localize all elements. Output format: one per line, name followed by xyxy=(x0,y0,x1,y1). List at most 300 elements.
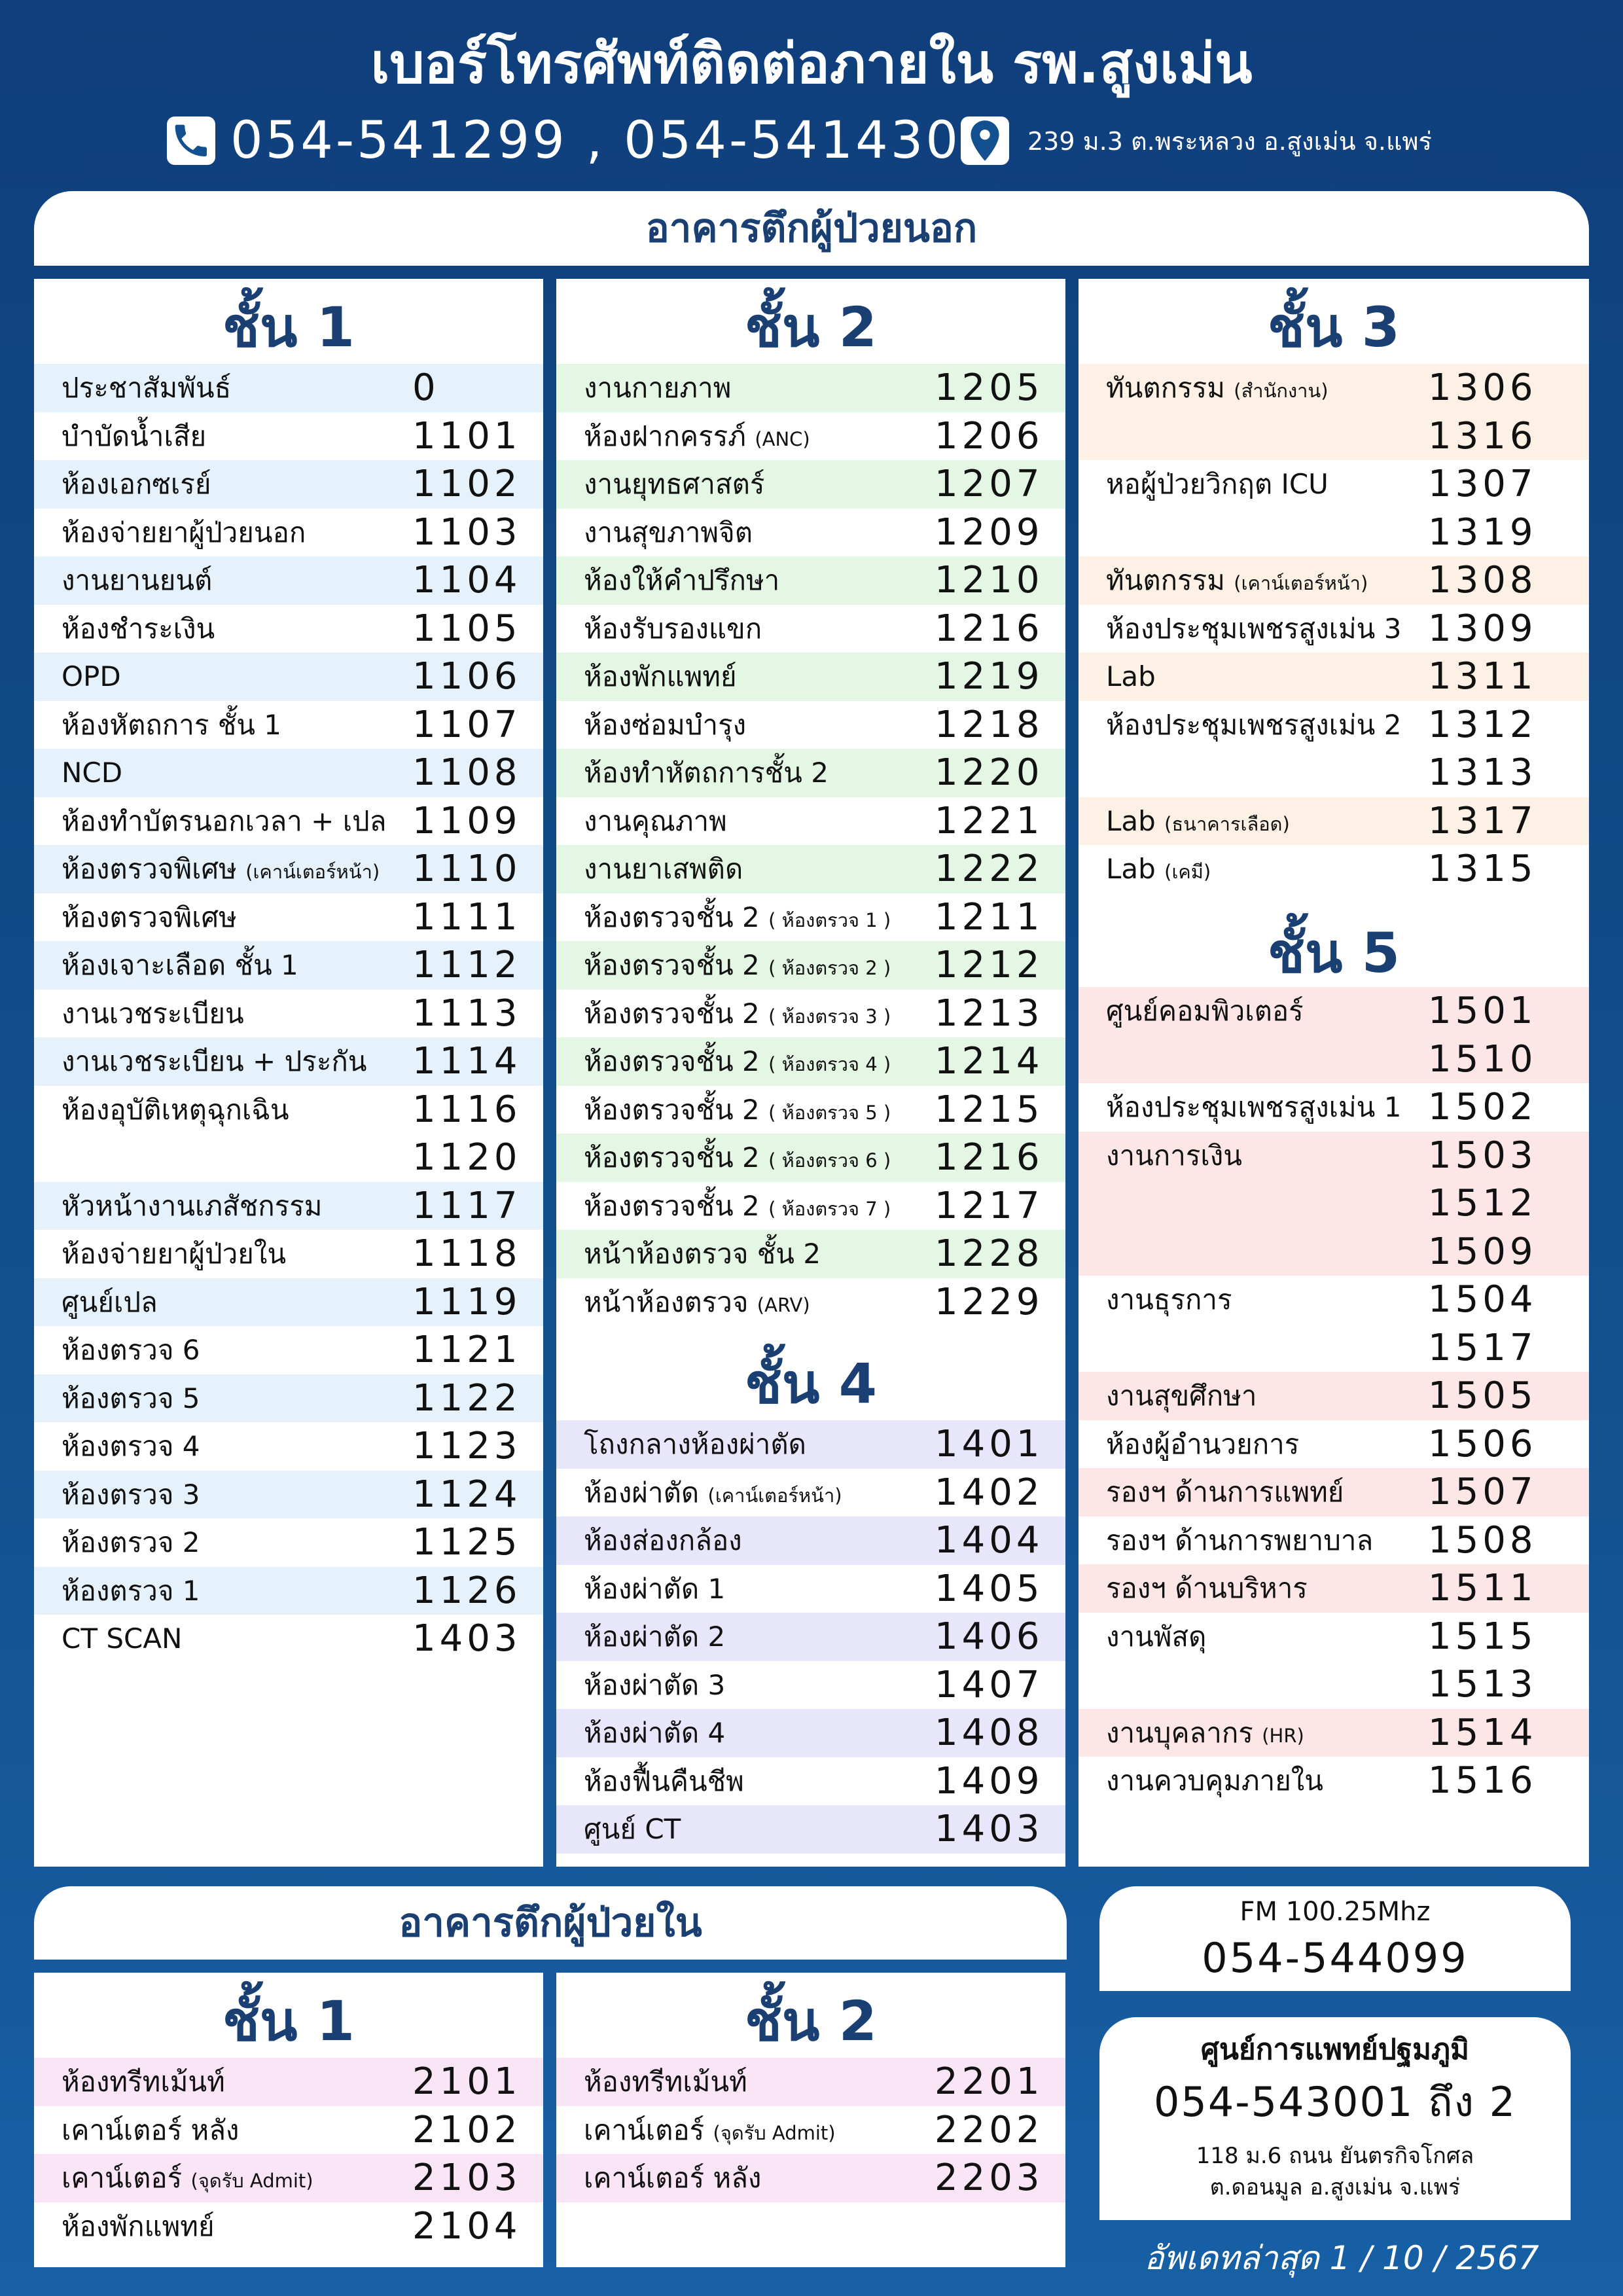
department-label xyxy=(584,941,891,993)
directory-row xyxy=(34,1615,543,1663)
directory-row xyxy=(556,1805,1065,1854)
department-name: งานยาเสพติด xyxy=(584,853,743,885)
extension-number[interactable]: 1222 xyxy=(935,848,1044,890)
directory-row xyxy=(34,605,543,653)
extension-number[interactable]: 1120 xyxy=(412,1136,522,1179)
department-label xyxy=(1106,1709,1304,1761)
directory-row xyxy=(34,556,543,605)
directory-row xyxy=(1079,1179,1589,1228)
directory-row xyxy=(34,1518,543,1567)
extension-number[interactable]: 1405 xyxy=(935,1567,1044,1610)
extension-number[interactable]: 1111 xyxy=(412,895,522,939)
department-label xyxy=(584,1230,821,1278)
department-label xyxy=(584,1469,842,1520)
department-label xyxy=(1106,1468,1344,1516)
directory-row xyxy=(1079,987,1589,1035)
department-label xyxy=(62,556,212,605)
directory-row xyxy=(34,412,543,461)
primary-care-address-line2: ต.ดอนมูล อ.สูงเม่น จ.แพร่ xyxy=(1209,2174,1461,2200)
directory-row xyxy=(1079,845,1589,893)
extension-number[interactable]: 1102 xyxy=(412,463,522,505)
extension-number[interactable]: 1125 xyxy=(412,1521,522,1564)
directory-row xyxy=(34,460,543,509)
extension-number[interactable]: 1213 xyxy=(935,992,1044,1035)
primary-care-phone[interactable]: 054-543001 ถึง 2 xyxy=(1153,2078,1517,2126)
department-name: หน้าห้องตรวจ ชั้น 2 xyxy=(584,1238,821,1270)
extension-number[interactable]: 1209 xyxy=(935,511,1044,554)
floor-title: ชั้น 2 xyxy=(744,1989,878,2053)
extension-number[interactable]: 1106 xyxy=(412,655,522,698)
extension-number[interactable]: 1116 xyxy=(412,1088,522,1131)
directory-row xyxy=(1079,556,1589,605)
directory-list xyxy=(556,1420,1065,1854)
directory-row xyxy=(556,1037,1065,1086)
extension-number[interactable]: 1112 xyxy=(412,944,522,986)
extension-number[interactable]: 1113 xyxy=(412,992,522,1035)
department-name: ศูนย์คอมพิวเตอร์ xyxy=(1106,995,1304,1027)
last-updated: อัพเดทล่าสุด 1 / 10 / 2567 xyxy=(1144,2239,1539,2277)
department-label xyxy=(62,509,306,557)
extension-number[interactable]: 1212 xyxy=(935,944,1044,986)
directory-row xyxy=(34,1374,543,1423)
department-name: ห้องตรวจ 3 xyxy=(62,1478,200,1511)
extension-number[interactable]: 1311 xyxy=(1428,655,1537,698)
department-name: ห้องทำหัตถการชั้น 2 xyxy=(584,757,829,789)
department-name: ห้องรับรองแขก xyxy=(584,612,762,645)
directory-row xyxy=(1079,1083,1589,1132)
directory-row xyxy=(34,1230,543,1278)
directory-row xyxy=(556,556,1065,605)
primary-care-card xyxy=(1099,2017,1571,2220)
department-label xyxy=(62,1518,200,1567)
department-label xyxy=(584,990,891,1041)
extension-number[interactable]: 1123 xyxy=(412,1425,522,1467)
extension-number[interactable]: 1114 xyxy=(412,1040,522,1083)
floor-title: ชั้น 1 xyxy=(222,1989,355,2053)
department-name: หน้าห้องตรวจ xyxy=(584,1285,749,1318)
department-label xyxy=(584,1661,725,1710)
directory-row xyxy=(34,990,543,1038)
extension-number[interactable]: 1216 xyxy=(935,1136,1044,1179)
department-label xyxy=(584,1278,810,1330)
department-name: หอผู้ป่วยวิกฤต ICU xyxy=(1106,468,1329,500)
extension-number[interactable]: 1221 xyxy=(935,799,1044,842)
extension-number[interactable]: 1502 xyxy=(1428,1086,1537,1128)
department-name: ห้องทรีทเม้นท์ xyxy=(62,2066,225,2098)
department-label xyxy=(584,412,810,464)
directory-row xyxy=(556,893,1065,942)
directory-row xyxy=(556,1086,1065,1134)
extension-number[interactable]: 1506 xyxy=(1428,1422,1537,1465)
extension-number[interactable]: 1401 xyxy=(935,1423,1044,1465)
extension-number[interactable]: 1313 xyxy=(1428,751,1537,794)
department-name: งานควบคุมภายใน xyxy=(1106,1765,1324,1797)
extension-number[interactable]: 1312 xyxy=(1428,703,1537,746)
extension-number[interactable]: 1408 xyxy=(935,1712,1044,1754)
extension-number[interactable]: 1512 xyxy=(1428,1182,1537,1225)
extension-number[interactable]: 1308 xyxy=(1428,559,1537,601)
extension-number[interactable]: 1215 xyxy=(935,1088,1044,1131)
department-label xyxy=(62,1326,200,1374)
department-name: ห้องประชุมเพชรสูงเม่น 3 xyxy=(1106,612,1402,645)
department-label xyxy=(62,1471,200,1519)
extension-number[interactable]: 1207 xyxy=(935,463,1044,505)
directory-row xyxy=(556,845,1065,893)
department-label xyxy=(1106,605,1401,653)
extension-number[interactable]: 1220 xyxy=(935,751,1044,794)
directory-list xyxy=(1079,987,1589,1805)
department-label xyxy=(62,412,206,461)
directory-row xyxy=(34,845,543,893)
department-label xyxy=(62,653,121,701)
extension-number[interactable]: 2202 xyxy=(935,2108,1044,2151)
directory-row xyxy=(1079,412,1589,461)
directory-row xyxy=(1079,1468,1589,1516)
floor-title: ชั้น 3 xyxy=(1267,295,1400,359)
department-label xyxy=(584,1037,891,1089)
department-name: งานธุรการ xyxy=(1106,1283,1232,1316)
primary-care-address-line1: 118 ม.6 ถนน ยันตรกิจโกศล xyxy=(1196,2143,1474,2169)
department-name: ห้องตรวจ 1 xyxy=(62,1574,200,1607)
extension-number[interactable]: 1103 xyxy=(412,511,522,554)
extension-number[interactable]: 1228 xyxy=(935,1232,1044,1275)
extension-number[interactable]: 1105 xyxy=(412,607,522,650)
directory-row xyxy=(1079,1228,1589,1276)
department-label xyxy=(62,1086,289,1134)
extension-number[interactable]: 1107 xyxy=(412,703,522,746)
extension-number[interactable]: 1514 xyxy=(1428,1711,1537,1754)
directory-row xyxy=(556,605,1065,653)
department-label xyxy=(1106,1564,1308,1613)
directory-list xyxy=(556,2058,1065,2202)
extension-number[interactable]: 1403 xyxy=(935,1808,1044,1850)
extension-number[interactable]: 1104 xyxy=(412,559,522,601)
extension-number[interactable]: 1407 xyxy=(935,1663,1044,1706)
department-name: ห้องตรวจชั้น 2 xyxy=(584,1045,760,1077)
directory-row xyxy=(1079,1372,1589,1420)
extension-number[interactable]: 1404 xyxy=(935,1519,1044,1562)
page-title: เบอร์โทรศัพท์ติดต่อภายใน รพ.สูงเม่น xyxy=(370,31,1253,96)
extension-number[interactable]: 1117 xyxy=(412,1184,522,1227)
department-name: โถงกลางห้องผ่าตัด xyxy=(584,1428,806,1460)
extension-number[interactable]: 2203 xyxy=(935,2157,1044,2199)
fm-phone[interactable]: 054-544099 xyxy=(1202,1934,1469,1982)
department-label xyxy=(584,1086,891,1138)
directory-row xyxy=(34,1422,543,1471)
department-name: งานสุขศึกษา xyxy=(1106,1380,1257,1412)
department-note: ( ห้องตรวจ 1 ) xyxy=(768,908,891,931)
fm-radio-card xyxy=(1099,1886,1571,1991)
department-name: ห้องซ่อมบำรุง xyxy=(584,708,747,741)
directory-row xyxy=(556,412,1065,461)
extension-number[interactable]: 1507 xyxy=(1428,1471,1537,1513)
directory-row xyxy=(556,2154,1065,2202)
department-note: ( ห้องตรวจ 6 ) xyxy=(768,1149,891,1172)
directory-row xyxy=(1079,1564,1589,1613)
extension-number[interactable]: 1317 xyxy=(1428,799,1537,842)
directory-row xyxy=(1079,1660,1589,1709)
directory-row xyxy=(1079,1757,1589,1805)
phone-icon xyxy=(167,117,215,165)
department-label xyxy=(584,1757,744,1806)
department-name: ห้องผ่าตัด xyxy=(584,1476,700,1509)
directory-row xyxy=(556,2058,1065,2106)
department-name: บำบัดน้ำเสีย xyxy=(62,420,207,452)
directory-row xyxy=(1079,509,1589,557)
department-name: เคาน์เตอร์ หลัง xyxy=(62,2113,240,2146)
hospital-phone-numbers[interactable]: 054-541299 , 054-541430 xyxy=(230,111,961,170)
directory-row xyxy=(556,1565,1065,1613)
extension-number[interactable]: 1211 xyxy=(935,895,1044,939)
department-label xyxy=(584,2058,747,2106)
department-name: ห้องตรวจ 5 xyxy=(62,1382,200,1414)
department-label xyxy=(584,797,727,846)
directory-row xyxy=(1079,605,1589,653)
directory-row xyxy=(556,1420,1065,1469)
directory-row xyxy=(556,1278,1065,1327)
department-note: (จุดรับ Admit) xyxy=(713,2121,836,2144)
department-label xyxy=(584,1516,742,1565)
extension-number[interactable]: 1513 xyxy=(1428,1663,1537,1706)
primary-care-title: ศูนย์การแพทย์ปฐมภูมิ xyxy=(1200,2033,1470,2066)
extension-number[interactable]: 1101 xyxy=(412,414,522,457)
department-label xyxy=(62,893,237,942)
extension-number[interactable]: 1218 xyxy=(935,703,1044,746)
directory-row xyxy=(34,749,543,797)
department-name: เคาน์เตอร์ xyxy=(584,2113,705,2146)
directory-row xyxy=(34,1326,543,1374)
extension-number[interactable]: 1229 xyxy=(935,1280,1044,1323)
department-name: ห้องประชุมเพชรสูงเม่น 1 xyxy=(1106,1091,1402,1123)
extension-number[interactable]: 1124 xyxy=(412,1473,522,1516)
directory-row xyxy=(556,364,1065,412)
extension-number[interactable]: 1509 xyxy=(1428,1230,1537,1273)
directory-row xyxy=(556,1134,1065,1182)
department-label xyxy=(62,941,298,990)
extension-number[interactable]: 2103 xyxy=(412,2157,522,2199)
department-label xyxy=(62,1567,200,1615)
directory-row xyxy=(34,364,543,412)
department-name: ห้องตรวจพิเศษ xyxy=(62,853,237,885)
location-pin-icon xyxy=(961,117,1009,165)
extension-number[interactable]: 1504 xyxy=(1428,1278,1537,1321)
floor-title: ชั้น 2 xyxy=(744,295,878,359)
department-name: ห้องตรวจชั้น 2 xyxy=(584,1141,760,1174)
department-label xyxy=(1106,1132,1242,1180)
opd-building-heading: อาคารตึกผู้ป่วยนอก xyxy=(34,191,1589,266)
extension-number[interactable]: 1126 xyxy=(412,1569,522,1612)
extension-number[interactable]: 1214 xyxy=(935,1040,1044,1083)
directory-row xyxy=(34,653,543,701)
department-name: รองฯ ด้านการแพทย์ xyxy=(1106,1476,1344,1508)
directory-row xyxy=(34,2202,543,2251)
department-name: งานพัสดุ xyxy=(1106,1620,1207,1653)
department-name: เคาน์เตอร์ หลัง xyxy=(584,2162,762,2194)
directory-row xyxy=(1079,749,1589,797)
department-name: ห้องผ่าตัด 3 xyxy=(584,1668,726,1701)
extension-number[interactable]: 1501 xyxy=(1428,990,1537,1032)
extension-number[interactable]: 2101 xyxy=(412,2060,522,2103)
extension-number[interactable]: 1409 xyxy=(935,1759,1044,1803)
department-label xyxy=(584,460,764,509)
extension-number[interactable]: 1511 xyxy=(1428,1567,1537,1609)
department-note: ( ห้องตรวจ 4 ) xyxy=(768,1053,891,1075)
department-name: ห้องส่องกล้อง xyxy=(584,1524,742,1556)
extension-number[interactable]: 1508 xyxy=(1428,1518,1537,1562)
department-note: (ธนาคารเลือด) xyxy=(1164,812,1290,835)
department-label xyxy=(1106,364,1329,416)
department-label xyxy=(584,2106,836,2158)
department-note: (HR) xyxy=(1262,1724,1304,1747)
department-label xyxy=(62,605,215,653)
department-label xyxy=(62,1037,367,1086)
department-name: ห้องทรีทเม้นท์ xyxy=(584,2066,747,2098)
department-label xyxy=(584,701,746,749)
department-name: ห้องหัตถการ ชั้น 1 xyxy=(62,708,282,741)
department-label xyxy=(1106,1372,1257,1420)
extension-number[interactable]: 1503 xyxy=(1428,1134,1537,1177)
department-name: ประชาสัมพันธ์ xyxy=(62,372,232,404)
directory-row xyxy=(1079,797,1589,846)
department-label xyxy=(1106,1613,1206,1661)
directory-list xyxy=(1079,364,1589,893)
directory-row xyxy=(1079,1324,1589,1372)
department-label xyxy=(1106,987,1304,1035)
extension-number[interactable]: 0 xyxy=(412,367,440,409)
extension-number[interactable]: 1216 xyxy=(935,607,1044,650)
extension-number[interactable]: 1307 xyxy=(1428,463,1537,505)
directory-row xyxy=(34,2058,543,2106)
department-label xyxy=(1106,797,1290,849)
department-name: ศูนย์เปล xyxy=(62,1285,158,1318)
department-label xyxy=(584,749,829,797)
extension-number[interactable]: 1402 xyxy=(935,1471,1044,1514)
department-label xyxy=(1106,1083,1401,1132)
extension-number[interactable]: 2104 xyxy=(412,2204,522,2248)
directory-row xyxy=(556,509,1065,557)
directory-row xyxy=(34,1086,543,1134)
directory-row xyxy=(556,941,1065,990)
extension-number[interactable]: 1110 xyxy=(412,848,522,890)
extension-number[interactable]: 1118 xyxy=(412,1232,522,1275)
extension-number[interactable]: 1309 xyxy=(1428,607,1537,650)
department-label xyxy=(584,1134,891,1185)
extension-number[interactable]: 1108 xyxy=(412,751,522,794)
department-label xyxy=(1106,1516,1373,1565)
directory-row xyxy=(556,460,1065,509)
ipd-floor1-column xyxy=(34,1973,543,2267)
department-name: ทันตกรรม xyxy=(1106,564,1225,596)
department-name: รองฯ ด้านการพยาบาล xyxy=(1106,1524,1374,1556)
department-name: งานยานยนต์ xyxy=(62,564,213,596)
extension-number[interactable]: 1315 xyxy=(1428,848,1537,890)
extension-number[interactable]: 1515 xyxy=(1428,1615,1537,1658)
directory-row xyxy=(556,990,1065,1038)
directory-row xyxy=(34,1278,543,1327)
extension-number[interactable]: 1119 xyxy=(412,1280,522,1323)
department-label xyxy=(1106,556,1368,608)
department-name: รองฯ ด้านบริหาร xyxy=(1106,1572,1308,1604)
directory-list xyxy=(34,364,543,1663)
department-name: Lab xyxy=(1106,660,1156,692)
department-label xyxy=(62,1374,200,1423)
directory-row xyxy=(34,1037,543,1086)
department-name: ห้องจ่ายยาผู้ป่วยนอก xyxy=(62,516,306,548)
department-label xyxy=(1106,845,1211,897)
department-note: (เคาน์เตอร์หน้า) xyxy=(245,861,380,883)
department-name: ห้องพักแพทย์ xyxy=(62,2210,215,2242)
directory-row xyxy=(556,1516,1065,1565)
department-name: ห้องตรวจชั้น 2 xyxy=(584,1093,760,1126)
extension-number[interactable]: 1122 xyxy=(412,1376,522,1420)
extension-number[interactable]: 1316 xyxy=(1428,414,1537,457)
directory-row xyxy=(34,1567,543,1615)
department-label xyxy=(62,1230,286,1278)
department-label xyxy=(62,1615,182,1663)
department-label xyxy=(62,1278,158,1327)
extension-number[interactable]: 1217 xyxy=(935,1184,1044,1227)
directory-row xyxy=(1079,1276,1589,1324)
directory-row xyxy=(1079,364,1589,412)
extension-number[interactable]: 1219 xyxy=(935,655,1044,698)
directory-row xyxy=(1079,460,1589,509)
department-name: ห้องเอกซเรย์ xyxy=(62,468,211,500)
extension-number[interactable]: 1517 xyxy=(1428,1326,1537,1369)
department-name: CT SCAN xyxy=(62,1623,183,1655)
directory-row xyxy=(1079,1516,1589,1565)
extension-number[interactable]: 1403 xyxy=(412,1617,522,1660)
extension-number[interactable]: 1109 xyxy=(412,799,522,842)
extension-number[interactable]: 2102 xyxy=(412,2108,522,2151)
department-label xyxy=(62,2154,313,2206)
extension-number[interactable]: 1505 xyxy=(1428,1374,1537,1417)
department-name: งานเวชระเบียน xyxy=(62,997,244,1030)
department-note: (ARV) xyxy=(757,1293,810,1316)
department-name: ห้องผู้อำนวยการ xyxy=(1106,1427,1300,1460)
directory-row xyxy=(34,797,543,846)
opd-floor2-4-column xyxy=(556,279,1065,1867)
department-name: ห้องตรวจชั้น 2 xyxy=(584,901,760,933)
department-label xyxy=(584,509,753,557)
department-name: งานยุทธศาสตร์ xyxy=(584,468,765,500)
extension-number[interactable]: 1406 xyxy=(935,1615,1044,1658)
extension-number[interactable]: 2201 xyxy=(935,2060,1044,2103)
department-label xyxy=(584,556,779,605)
extension-number[interactable]: 1121 xyxy=(412,1329,522,1371)
extension-number[interactable]: 1319 xyxy=(1428,511,1537,554)
department-label xyxy=(584,364,731,412)
extension-number[interactable]: 1516 xyxy=(1428,1759,1537,1802)
directory-row xyxy=(1079,1709,1589,1757)
department-name: ห้องตรวจ 6 xyxy=(62,1334,200,1366)
directory-row xyxy=(556,1661,1065,1710)
extension-number[interactable]: 1510 xyxy=(1428,1037,1537,1081)
department-name: NCD xyxy=(62,757,123,789)
department-label xyxy=(62,460,211,509)
extension-number[interactable]: 1206 xyxy=(935,414,1044,457)
extension-number[interactable]: 1205 xyxy=(935,367,1044,409)
department-name: ห้องทำบัตรนอกเวลา + เปล xyxy=(62,804,387,837)
directory-row xyxy=(556,749,1065,797)
extension-number[interactable]: 1210 xyxy=(935,559,1044,601)
department-label xyxy=(1106,1276,1232,1324)
department-name: ทันตกรรม xyxy=(1106,372,1225,404)
department-label xyxy=(62,701,281,749)
department-name: งานการเงิน xyxy=(1106,1139,1242,1172)
fm-frequency: FM 100.25Mhz xyxy=(1240,1897,1431,1927)
floor-title: ชั้น 1 xyxy=(222,295,355,359)
extension-number[interactable]: 1306 xyxy=(1428,367,1537,409)
